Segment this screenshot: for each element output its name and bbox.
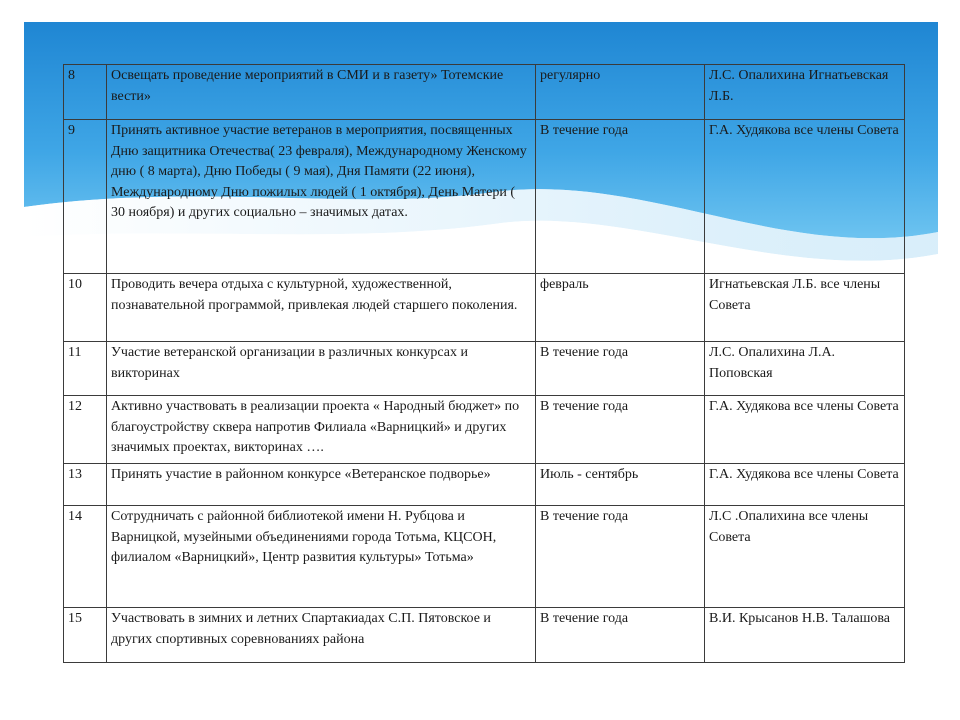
table-row	[64, 342, 905, 396]
term-cell: В течение года	[536, 120, 705, 274]
term-cell: Июль - сентябрь	[536, 464, 705, 506]
term-cell: регулярно	[536, 65, 705, 120]
activity-plan-table	[63, 64, 905, 663]
responsible-cell: Игнатьевская Л.Б. все члены Совета	[705, 274, 905, 342]
term-cell: В течение года	[536, 506, 705, 608]
term-cell: февраль	[536, 274, 705, 342]
activity-cell: Участвовать в зимних и летних Спартакиадах С.П. Пятовское и других спортивных соревнованиях района	[107, 608, 536, 663]
table-row	[64, 396, 905, 464]
row-number: 11	[64, 342, 107, 396]
responsible-cell: Л.С. Опалихина Л.А. Поповская	[705, 342, 905, 396]
table-row	[64, 608, 905, 663]
activity-cell: Принять участие в районном конкурсе «Ветеранское подворье»	[107, 464, 536, 506]
responsible-cell: Л.С. Опалихина Игнатьевская Л.Б.	[705, 65, 905, 120]
activity-cell: Проводить вечера отдыха с культурной, художественной, познавательной программой, привлекая людей старшего поколения.	[107, 274, 536, 342]
term-cell: В течение года	[536, 608, 705, 663]
responsible-cell: Г.А. Худякова все члены Совета	[705, 464, 905, 506]
activity-cell: Сотрудничать с районной библиотекой имени Н. Рубцова и Варницкой, музейными объединениями города Тотьма, КЦСОН, филиалом «Варницкий», Центр развития культуры» Тотьма»	[107, 506, 536, 608]
table-row	[64, 464, 905, 506]
term-cell: В течение года	[536, 342, 705, 396]
row-number: 13	[64, 464, 107, 506]
row-number: 10	[64, 274, 107, 342]
responsible-cell: Г.А. Худякова все члены Совета	[705, 396, 905, 464]
responsible-cell: В.И. Крысанов Н.В. Талашова	[705, 608, 905, 663]
table-row	[64, 274, 905, 342]
activity-cell: Освещать проведение мероприятий в СМИ и в газету» Тотемские вести»	[107, 65, 536, 120]
row-number: 12	[64, 396, 107, 464]
activity-cell: Принять активное участие ветеранов в мероприятия, посвященных Дню защитника Отечества( 23 февраля), Международному Женскому дню ( 8 марта), Дню Победы ( 9 мая), Дня Памяти (22 июня), Международному Дню пожилых людей ( 1 октября), День Матери ( 30 ноября) и других социально – значимых датах.	[107, 120, 536, 274]
row-number: 15	[64, 608, 107, 663]
table-row	[64, 506, 905, 608]
table-row	[64, 120, 905, 274]
responsible-cell: Л.С .Опалихина все члены Совета	[705, 506, 905, 608]
responsible-cell: Г.А. Худякова все члены Совета	[705, 120, 905, 274]
row-number: 9	[64, 120, 107, 274]
term-cell: В течение года	[536, 396, 705, 464]
activity-cell: Участие ветеранской организации в различных конкурсах и викторинах	[107, 342, 536, 396]
activity-cell: Активно участвовать в реализации проекта « Народный бюджет» по благоустройству сквера напротив Филиала «Варницкий» и других значимых проектах, викторинах ….	[107, 396, 536, 464]
row-number: 14	[64, 506, 107, 608]
row-number: 8	[64, 65, 107, 120]
table-row	[64, 65, 905, 120]
